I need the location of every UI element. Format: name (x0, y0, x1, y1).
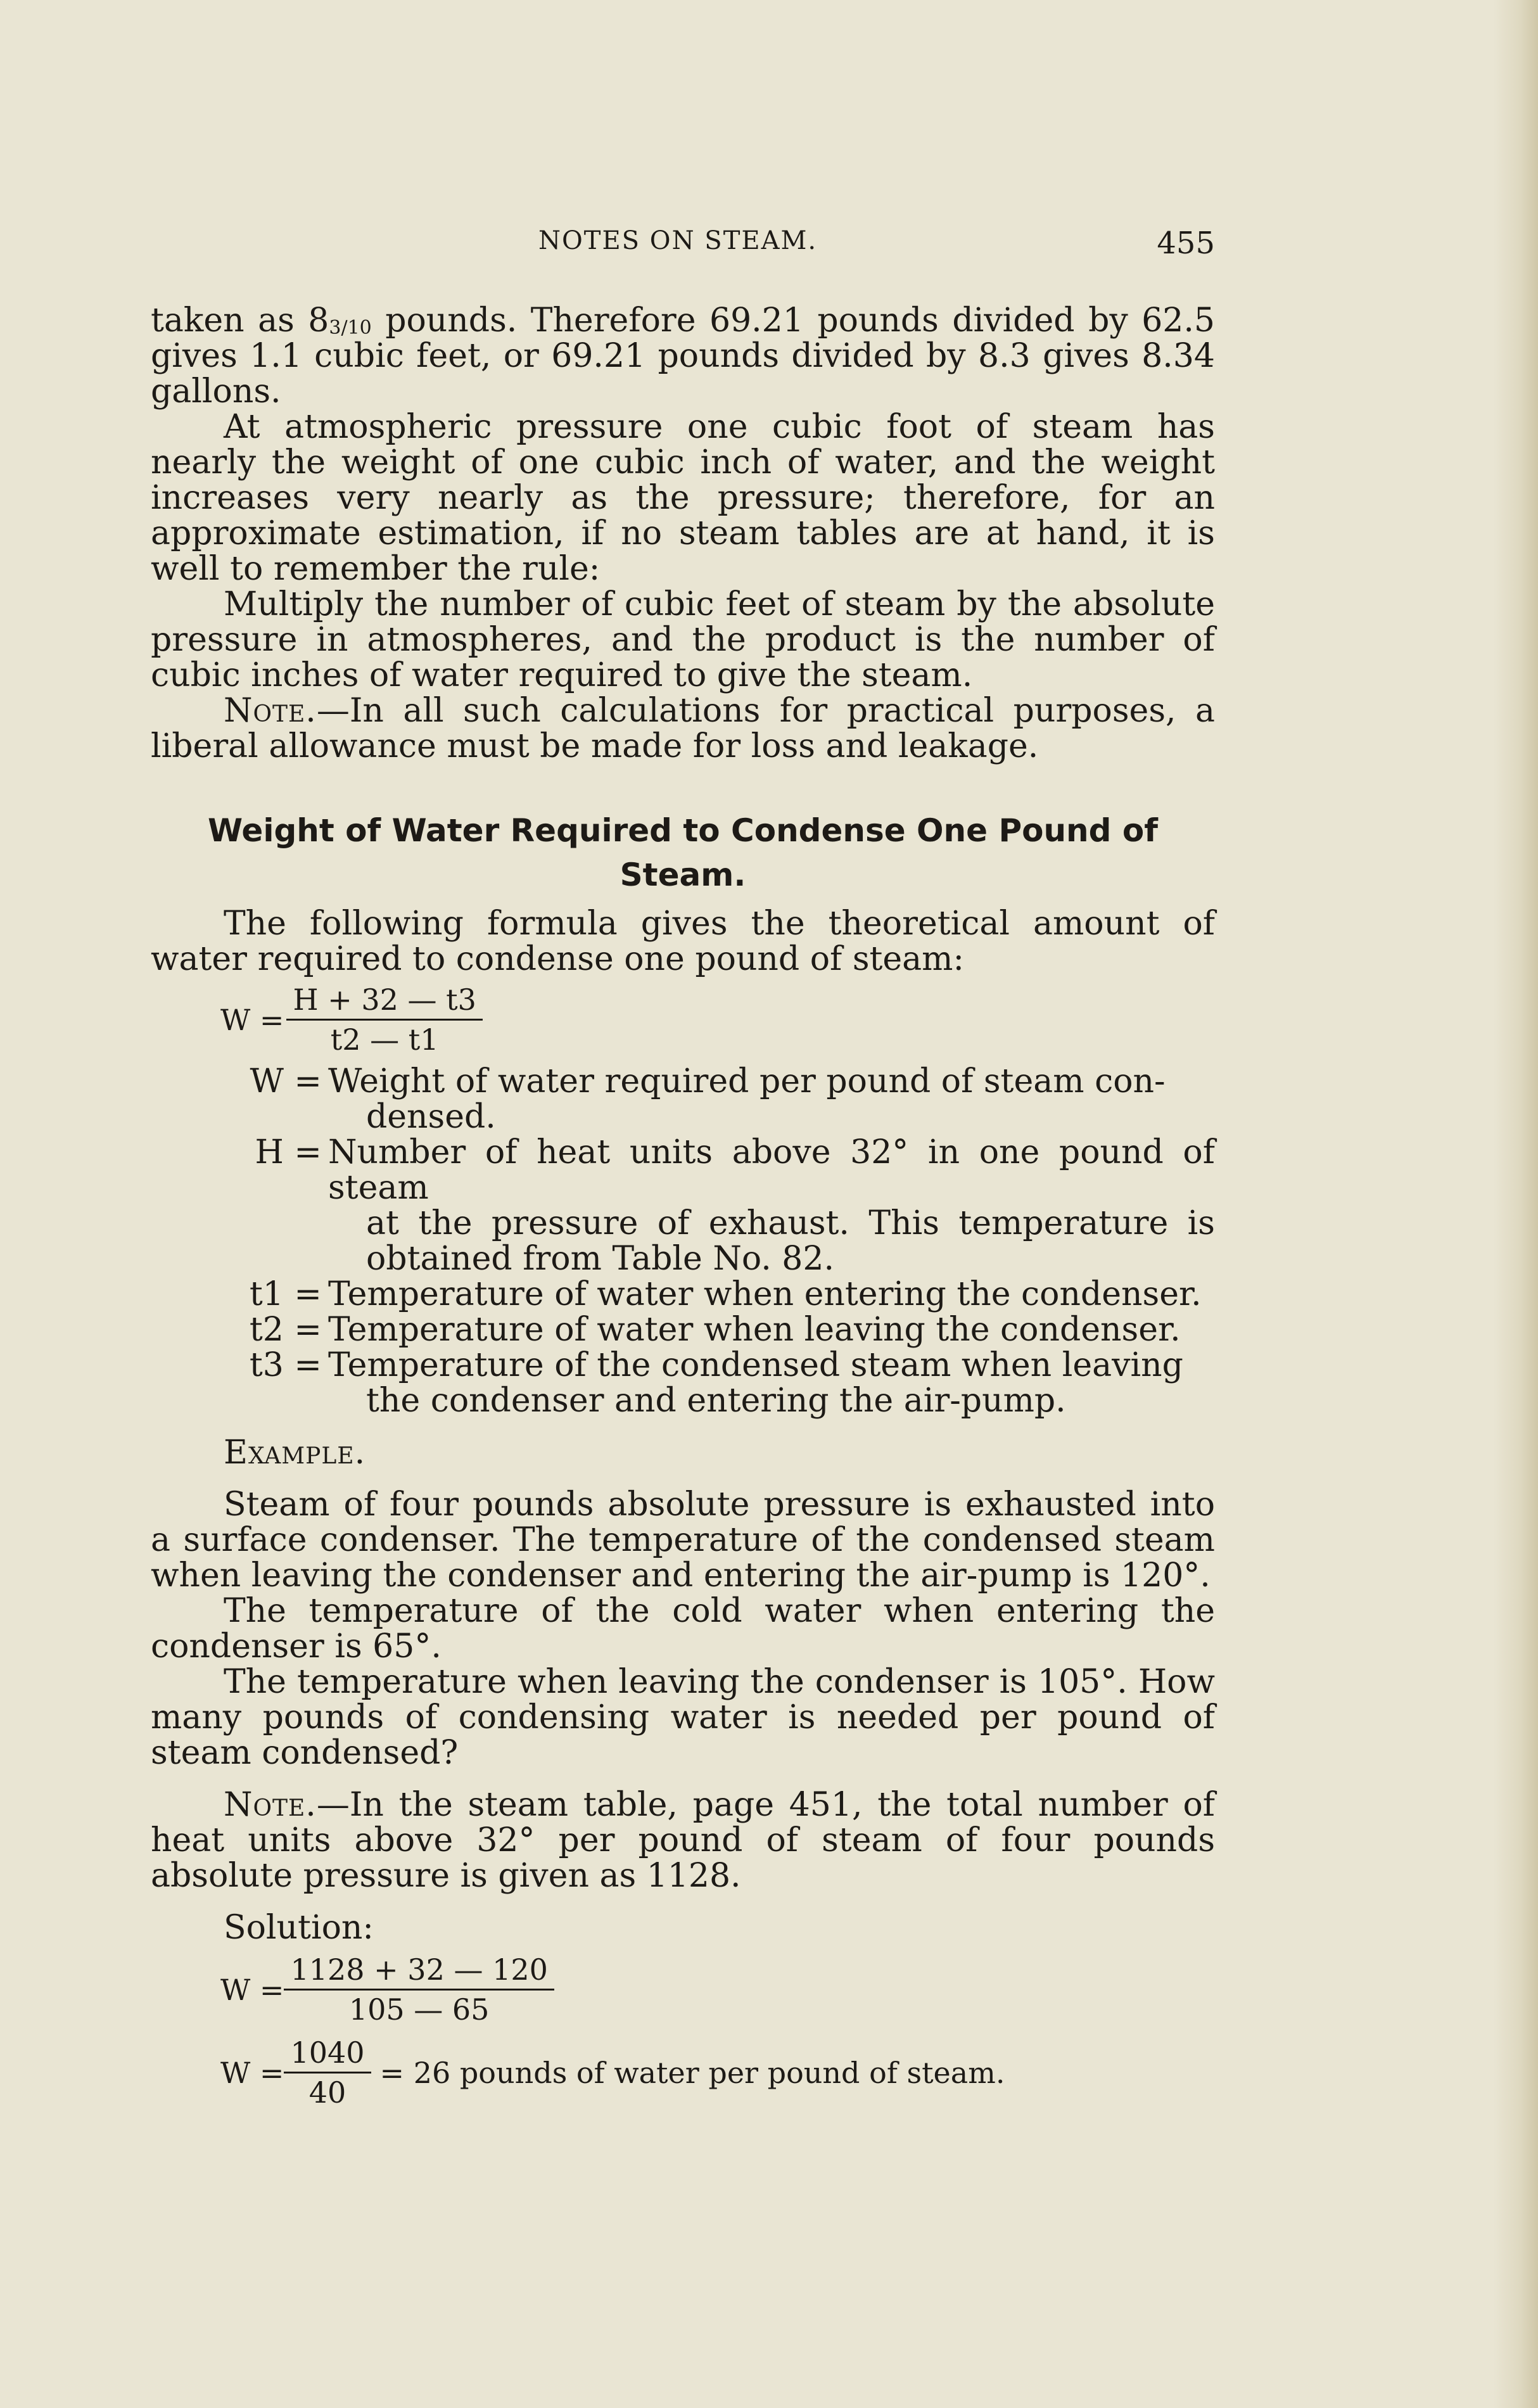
example-paragraph-2: The temperature of the cold water when entering the condenser is 65°. (151, 1592, 1215, 1666)
paragraph-continuation: taken as 83/10 pounds. Therefore 69.21 pounds divided by 62.5 gives 1.1 cubic feet, or 69.21 pounds divided by 8.3 gives 8.34 gallons. (151, 302, 1215, 411)
formula-lhs: W = (220, 1002, 284, 1037)
page-header (151, 223, 1215, 261)
page-number: 455 (1157, 226, 1215, 261)
formula-fraction (286, 981, 482, 1059)
example-label: Example. (224, 1434, 366, 1472)
definition-t2: t2 = Temperature of water when leaving the condenser. (249, 1311, 1181, 1349)
solution-result: = 26 pounds of water per pound of steam. (379, 2055, 1005, 2090)
note-leakage: Note.—In all such calculations for practical purposes, a liberal allowance must be made for loss and leakage. (151, 692, 1215, 765)
section-heading: Weight of Water Required to Condense One Pound of Steam. (208, 812, 1158, 893)
solution-formula-1: W = $\frac{1128 + 32 — 120}{105 — 65}$ (220, 1951, 1215, 2029)
fraction: 3/10 (329, 317, 372, 339)
definitions-list (151, 1064, 1215, 1418)
note-label: Note. (224, 1786, 317, 1824)
example-paragraph-3: The temperature when leaving the condenser is 105°. How many pounds of condensing water is needed per pound of steam condensed? (151, 1663, 1215, 1772)
example-paragraph-1: Steam of four pounds absolute pressure is exhausted into a surface condenser. The temperature of the condensed steam when leaving the condenser and entering the air-pump is 120°. (151, 1486, 1215, 1595)
formula-numerator: H + 32 — t3 (286, 981, 482, 1021)
solution-label: Solution: (224, 1909, 374, 1947)
running-head: NOTES ON STEAM. (538, 226, 818, 255)
note-label: Note. (224, 692, 317, 730)
paragraph-atmospheric: At atmospheric pressure one cubic foot of steam has nearly the weight of one cubic inch of water, and the weight increases very nearly as the pressure; therefore, for an approximate estimation, if no steam tables are at hand, it is well to remember the rule: (151, 408, 1215, 588)
definition-w: W = Weight of water required per pound of steam con- densed. (250, 1062, 1166, 1136)
definition-t3: t3 = Temperature of the condensed steam when leaving the condenser and entering the air-pump. (249, 1346, 1183, 1420)
paragraph-rule: Multiply the number of cubic feet of steam by the absolute pressure in atmospheres, and the product is the number of cubic inches of water required to give the steam. (151, 585, 1215, 694)
definition-h: H = Number of heat units above 32° in one pound of steam at the pressure of exhaust. This temperature is obtained from Table No. 82. (255, 1133, 1215, 1278)
solution-formula-2: W = $\frac{1040}{40}$ = 26 pounds of water per pound of steam. (220, 2034, 1215, 2112)
solution2-numerator: 1040 (284, 2034, 371, 2074)
note-steam-table: Note.—In the steam table, page 451, the total number of heat units above 32° per pound of steam of four pounds absolute pressure is given as 1128. (151, 1786, 1215, 1895)
solution2-denominator: 40 (308, 2075, 346, 2110)
formula-denominator: t2 — t1 (330, 1022, 439, 1057)
solution1-denominator: 105 — 65 (348, 1992, 490, 2027)
page-edge (1494, 0, 1538, 2408)
paragraph-intro: The following formula gives the theoretical amount of water required to condense one pound of steam: (151, 905, 1215, 978)
definition-t1: t1 = Temperature of water when entering the condenser. (249, 1275, 1202, 1313)
body-text (151, 303, 1215, 2117)
main-formula (220, 981, 1215, 1059)
solution1-numerator: 1128 + 32 — 120 (284, 1951, 554, 1991)
